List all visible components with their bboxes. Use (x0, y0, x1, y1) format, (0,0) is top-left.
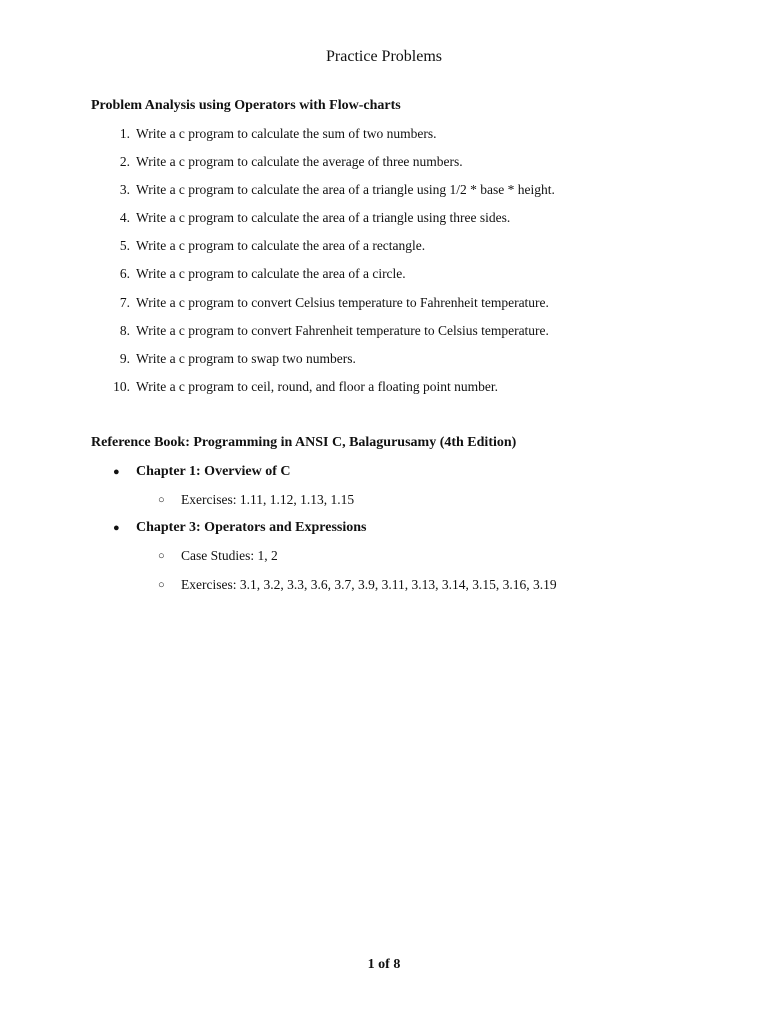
list-item-text: Write a c program to calculate the area of a triangle using three sides. (136, 210, 511, 226)
list-item-text: Write a c program to convert Celsius temperature to Fahrenheit temperature. (136, 294, 549, 310)
chapter-label: Chapter 1: Overview of C (136, 464, 291, 479)
list-item (0, 350, 768, 378)
list-item (0, 125, 768, 153)
list-item-number: 5. (119, 238, 130, 254)
bullet-icon: ● (113, 466, 120, 478)
hollow-bullet-icon: ○ (158, 550, 165, 562)
reference-section-heading: Reference Book: Programming in ANSI C, Balagurusamy (4th Edition) (91, 435, 517, 450)
problem-section-heading: Problem Analysis using Operators with Flow-charts (91, 98, 401, 113)
list-item (0, 237, 768, 265)
list-item (0, 181, 768, 209)
list-item (0, 378, 768, 406)
list-item-text: Write a c program to calculate the average of three numbers. (136, 154, 463, 170)
list-item-text: Write a c program to calculate the area of a circle. (136, 266, 406, 282)
sub-item-text: Exercises: 1.11, 1.12, 1.13, 1.15 (181, 492, 355, 507)
page-number: 1 of 8 (367, 957, 401, 972)
list-item (0, 153, 768, 181)
list-item-number: 8. (119, 322, 130, 338)
list-item-text: Write a c program to swap two numbers. (136, 350, 356, 366)
list-item (0, 265, 768, 293)
list-item-text: Write a c program to calculate the area of a triangle using 1/2 * base * height. (136, 182, 555, 198)
list-item-text: Write a c program to ceil, round, and floor a floating point number. (136, 378, 498, 394)
problem-list (0, 125, 768, 406)
list-item-number: 1. (119, 126, 130, 141)
hollow-bullet-icon: ○ (158, 579, 165, 591)
list-item-text: Write a c program to convert Fahrenheit temperature to Celsius temperature. (136, 322, 549, 338)
list-item-number: 4. (119, 210, 130, 226)
list-item-text: Write a c program to calculate the sum of two numbers. (136, 126, 437, 141)
bullet-icon: ● (113, 522, 120, 534)
hollow-bullet-icon: ○ (158, 494, 165, 506)
list-item-number: 10. (113, 378, 130, 394)
page-title: Practice Problems (326, 48, 442, 65)
sub-item-text: Case Studies: 1, 2 (181, 548, 278, 563)
list-item-number: 9. (119, 350, 130, 366)
list-item-number: 6. (119, 266, 130, 282)
list-item (0, 294, 768, 322)
chapter-label: Chapter 3: Operators and Expressions (136, 520, 367, 535)
list-item (0, 209, 768, 237)
list-item (0, 322, 768, 350)
list-item-text: Write a c program to calculate the area of a rectangle. (136, 238, 426, 254)
list-item-number: 2. (119, 154, 130, 170)
sub-item-text: Exercises: 3.1, 3.2, 3.3, 3.6, 3.7, 3.9, 3.11, 3.13, 3.14, 3.15, 3.16, 3.19 (181, 577, 557, 592)
list-item-number: 7. (119, 294, 130, 310)
list-item-number: 3. (119, 182, 130, 198)
